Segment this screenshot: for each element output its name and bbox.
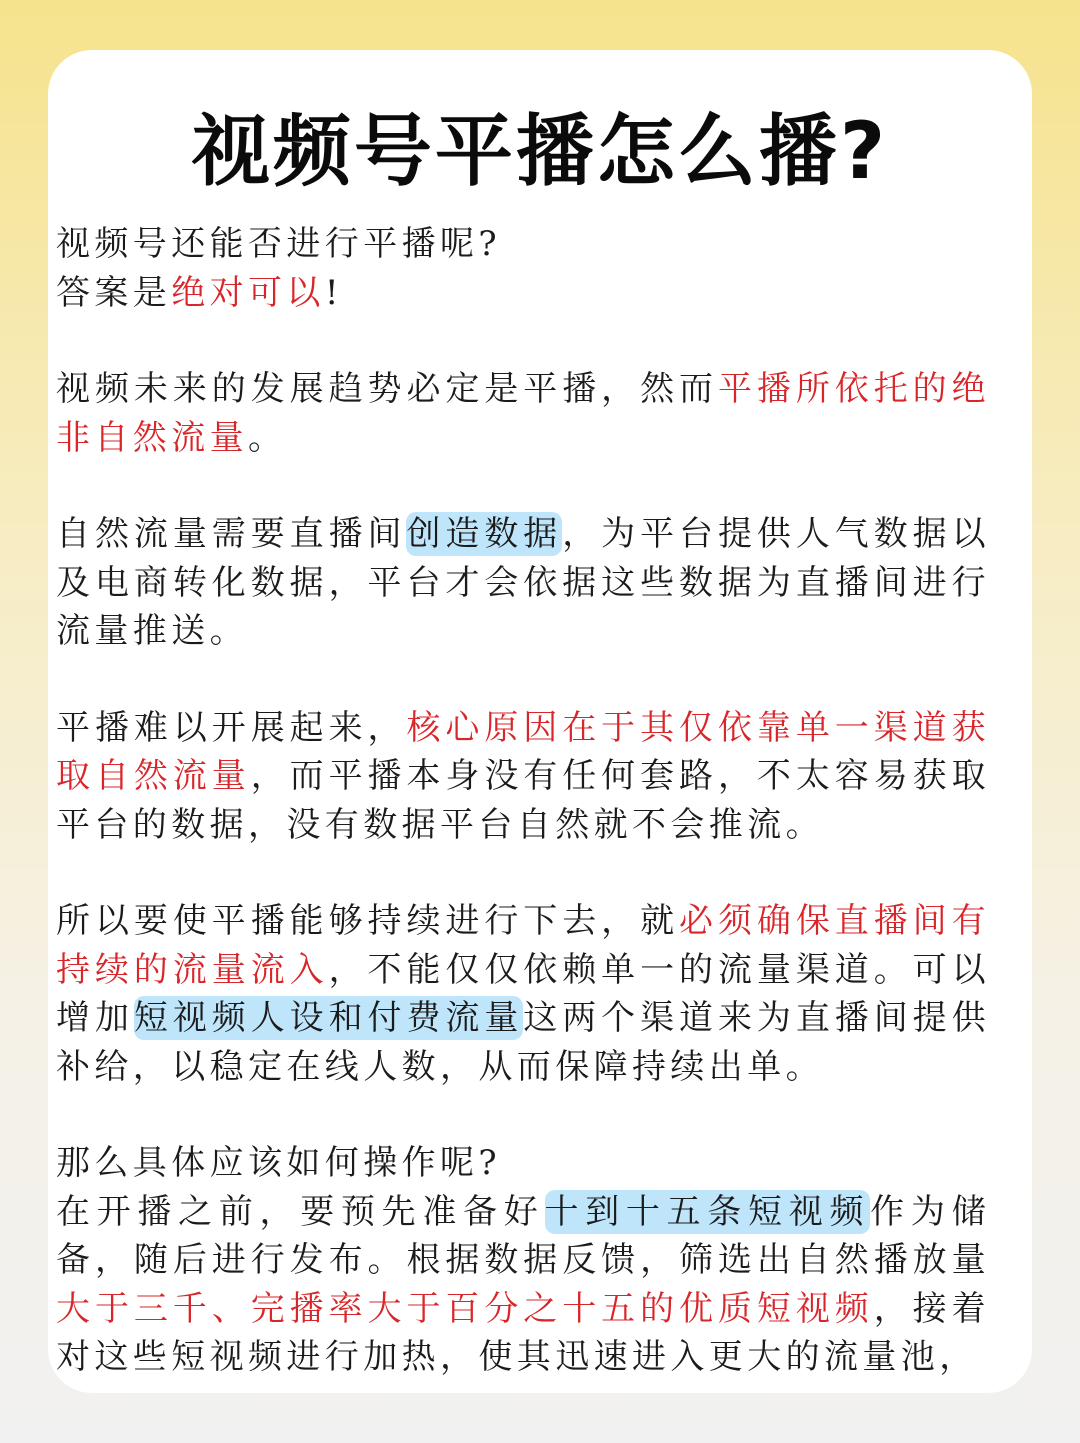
- paragraph-intro: [56, 220, 990, 317]
- sustain-mid: ，不能仅仅依赖单一的流量渠道。可以增加: [56, 949, 990, 1038]
- operation-body: [56, 1188, 990, 1382]
- operation-rest: ，接着对这些短视频进行加热，使其迅速进入更大的流量池，: [56, 1288, 990, 1377]
- difficulty-text: 平播难以开展起来，: [56, 707, 407, 748]
- paragraph-sustain: [56, 897, 990, 1091]
- highlight-create-data: 创造数据: [406, 514, 563, 554]
- article-body: [56, 220, 990, 1393]
- trend-text: 视频未来的发展趋势必定是平播，然而: [56, 369, 718, 409]
- highlight-channels: 短视频人设和付费流量: [133, 998, 524, 1038]
- difficulty-emphasis: 核心原因在于其仅依靠单一渠道获取自然流量: [56, 707, 990, 796]
- answer-suffix: !: [324, 272, 343, 313]
- natural-traffic-rest: ，为平台提供人气数据以及电商转化数据，平台才会依据这些数据为直播间进行流量推送。: [56, 514, 990, 651]
- paragraph-natural-traffic: [56, 510, 990, 656]
- operation-question: 那么具体应该如何操作呢?: [56, 1143, 502, 1183]
- paragraph-trend: [56, 365, 990, 462]
- operation-text: 在开播之前，要预先准备好: [56, 1191, 545, 1232]
- difficulty-rest: ，而平播本身没有任何套路，不太容易获取平台的数据，没有数据平台自然就不会推流。: [56, 756, 990, 845]
- paragraph-difficulty: [56, 704, 990, 850]
- sustain-rest: 这两个渠道来为直播间提供补给，以稳定在线人数，从而保障持续出单。: [56, 998, 990, 1087]
- natural-traffic-text: 自然流量需要直播间: [56, 514, 407, 554]
- trend-end: 。: [248, 417, 287, 458]
- answer-prefix: 答案是: [56, 272, 172, 313]
- trend-emphasis: 平播所依托的绝非自然流量: [56, 369, 990, 458]
- highlight-video-count: 十到十五条短视频: [544, 1191, 871, 1232]
- answer-emphasis: 绝对可以: [171, 272, 325, 313]
- content-card: [48, 50, 1032, 1393]
- intro-question: 视频号还能否进行平播呢?: [56, 224, 502, 264]
- sustain-emphasis: 必须确保直播间有持续的流量流入: [56, 901, 991, 990]
- page-title: 视频号平播怎么播?: [191, 107, 889, 197]
- intro-answer: [56, 269, 990, 318]
- sustain-text: 所以要使平播能够持续进行下去，就: [56, 901, 680, 941]
- operation-emphasis: 大于三千、完播率大于百分之十五的优质短视频: [56, 1288, 874, 1329]
- paragraph-operation: [56, 1139, 990, 1382]
- operation-mid: 作为储备，随后进行发布。根据数据反馈，筛选出自然播放量: [56, 1191, 990, 1280]
